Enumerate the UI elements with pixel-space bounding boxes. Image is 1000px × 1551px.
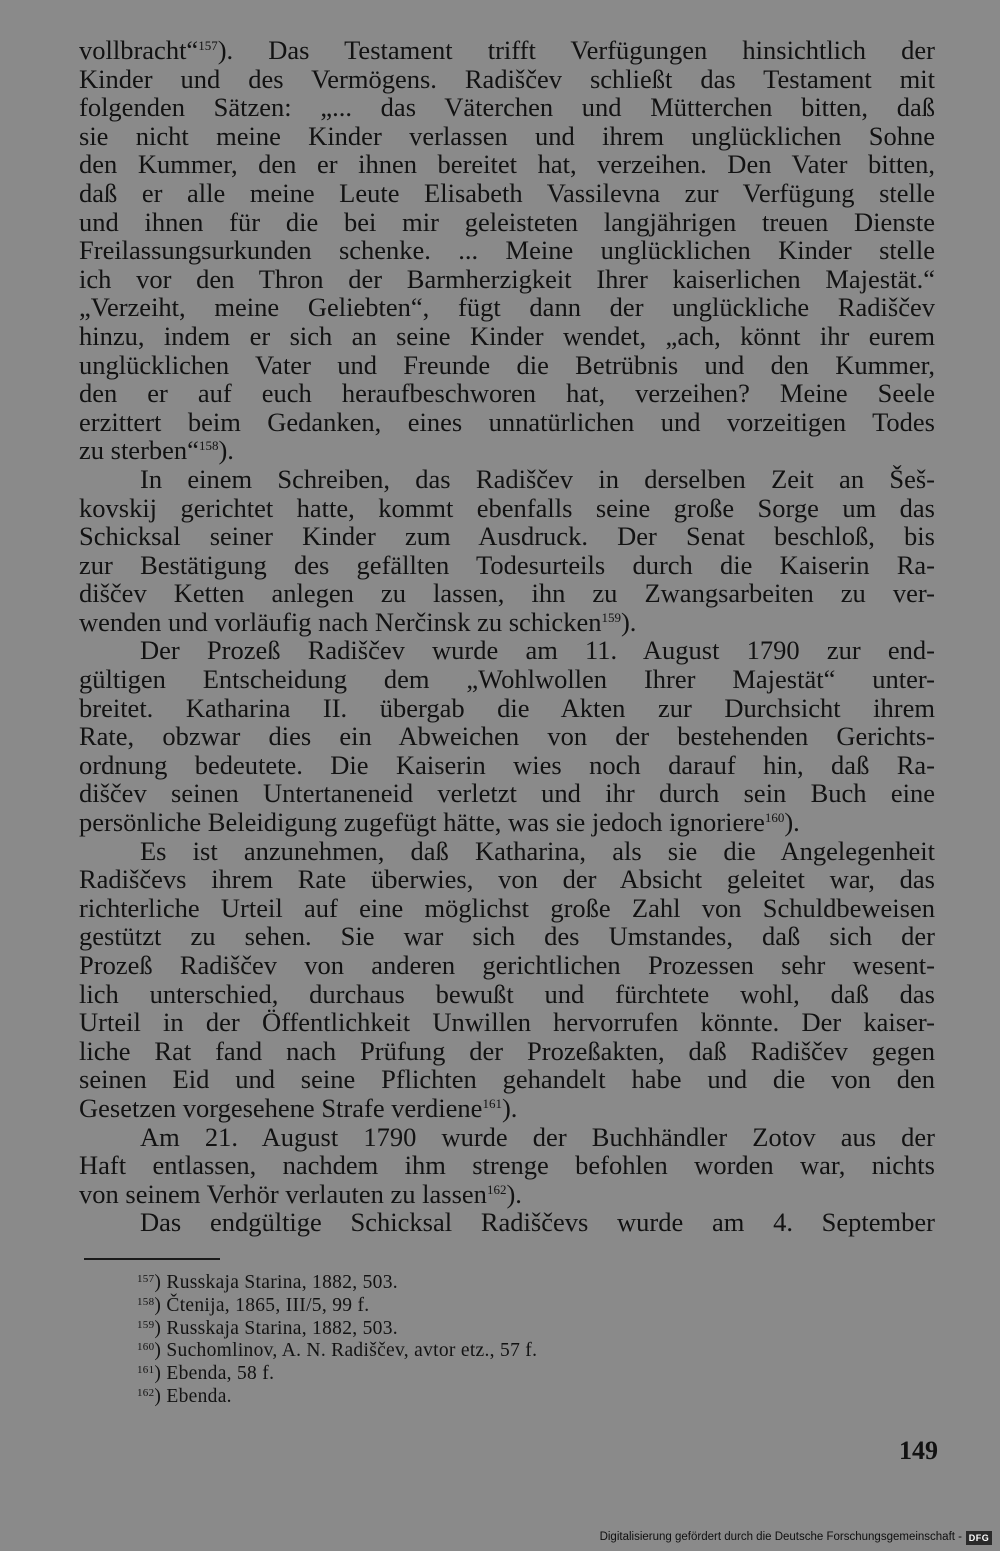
paragraph-start: Der Prozeß Radiščev wurde am 11. August 1790 zur end- xyxy=(140,635,935,666)
text-line: erzittert beim Gedanken, eines unnatürlichen und vorzeitigen Todes xyxy=(79,406,935,437)
dfg-logo: DFG xyxy=(966,1531,992,1545)
footnote-number: 160 xyxy=(137,1341,155,1354)
text-line: „Verzeiht, meine Geliebten“, fügt dann der unglückliche Radiščev xyxy=(79,292,935,323)
footnote-reference: 157 xyxy=(198,38,218,53)
footnote-reference: 161 xyxy=(482,1095,502,1111)
body-text xyxy=(79,36,935,1237)
footnotes xyxy=(137,1272,777,1409)
text-line: Urteil in der Öffentlichkeit Unwillen hervorrufen könnte. Der kaiser- xyxy=(79,1007,935,1038)
footnote-reference: 162 xyxy=(486,1181,507,1197)
paragraph-start: Am 21. August 1790 wurde der Buchhändler Zotov aus der xyxy=(140,1121,935,1152)
text-line: Gesetzen vorgesehene Strafe verdiene$^{161}$). xyxy=(79,1092,518,1123)
text-line: Freilassungsurkunden schenke. ... Meine unglücklichen Kinder stelle xyxy=(79,235,935,266)
text-line: Radiščevs ihrem Rate überwies, von der Absicht geleitet war, das xyxy=(79,864,935,895)
footnote: $^{157}$) Russkaja Starina, 1882, 503. xyxy=(137,1272,398,1293)
text-line: sie nicht meine Kinder verlassen und ihrem unglücklichen Sohne xyxy=(79,120,935,151)
text-line: Schicksal seiner Kinder zum Ausdruck. Der Senat beschloß, bis xyxy=(79,521,935,552)
footnote-number: 162 xyxy=(137,1386,155,1399)
paragraph-start: Das endgültige Schicksal Radiščevs wurde am 4. September xyxy=(140,1207,935,1238)
footnote-separator xyxy=(84,1258,220,1260)
text-line: Kinder und des Vermögens. Radiščev schließt das Testament mit xyxy=(79,63,935,94)
text-line: lich unterschied, durchaus bewußt und fürchtete wohl, daß das xyxy=(79,978,935,1009)
footnote: $^{161}$) Ebenda, 58 f. xyxy=(137,1363,275,1385)
text-line: zu sterben“$^{158}$). xyxy=(79,435,234,466)
text-line: vollbracht“$^{157}$). Das Testament trifft Verfügungen hinsichtlich der xyxy=(79,35,935,65)
text-line: gestützt zu sehen. Sie war sich des Umstandes, daß sich der xyxy=(79,921,935,952)
text-line: folgenden Sätzen: „... das Väterchen und Mütterchen bitten, daß xyxy=(79,92,935,123)
text-line: und ihnen für die bei mir geleisteten langjährigen treuen Dienste xyxy=(79,206,935,237)
text-line: liche Rat fand nach Prüfung der Prozeßakten, daß Radiščev gegen xyxy=(79,1035,935,1066)
footnote-reference: 160 xyxy=(764,810,785,826)
footnote: $^{159}$) Russkaja Starina, 1882, 503. xyxy=(137,1317,398,1339)
footnote-number: 157 xyxy=(137,1273,155,1285)
text-line: Rate, obzwar dies ein Abweichen von der bestehenden Gerichts- xyxy=(79,721,935,752)
text-line: Haft entlassen, nachdem ihm strenge befohlen worden war, nichts xyxy=(79,1150,935,1181)
paragraph-start: In einem Schreiben, das Radiščev in derselben Zeit an Šeš- xyxy=(140,463,935,494)
text-line: daß er alle meine Leute Elisabeth Vassilevna zur Verfügung stelle xyxy=(79,177,935,208)
page-number: 149 xyxy=(899,1436,938,1465)
footnote-reference: 158 xyxy=(198,438,219,454)
text-line: den Kummer, den er ihnen bereitet hat, verzeihen. Den Vater bitten, xyxy=(79,149,935,180)
text-line: persönliche Beleidigung zugefügt hätte, was sie jedoch ignoriere$^{160}$). xyxy=(79,807,800,838)
text-line: zur Bestätigung des gefällten Todesurteils durch die Kaiserin Ra- xyxy=(79,549,935,580)
footnote-number: 158 xyxy=(137,1295,155,1308)
footnote: $^{160}$) Suchomlinov, A. N. Radiščev, avtor etz., 57 f. xyxy=(137,1340,538,1362)
text-line: kovskij gerichtet hatte, kommt ebenfalls seine große Sorge um das xyxy=(79,492,935,523)
text-line: wenden und vorläufig nach Nerčinsk zu schicken$^{159}$). xyxy=(79,606,637,637)
text-line: ordnung bedeutete. Die Kaiserin wies noch darauf hin, daß Ra- xyxy=(79,749,935,780)
footnote: $^{158}$) Čtenija, 1865, III/5, 99 f. xyxy=(137,1294,370,1316)
paragraph-start: Es ist anzunehmen, daß Katharina, als sie die Angelegenheit xyxy=(140,835,935,866)
text-line: hinzu, indem er sich an seine Kinder wendet, „ach, könnt ihr eurem xyxy=(79,320,935,351)
text-line: Prozeß Radiščev von anderen gerichtlichen Prozessen sehr wesent- xyxy=(79,950,935,980)
text-line: diščev seinen Untertaneneid verletzt und ihr durch sein Buch eine xyxy=(79,778,935,809)
footnote-number: 161 xyxy=(137,1364,155,1377)
text-line: von seinem Verhör verlauten zu lassen$^{162}$). xyxy=(79,1178,522,1209)
text-line: gültigen Entscheidung dem „Wohlwollen Ihrer Majestät“ unter- xyxy=(79,664,935,695)
footnote: $^{162}$) Ebenda. xyxy=(137,1385,232,1407)
footnote-reference: 159 xyxy=(601,609,621,625)
text-line: diščev Ketten anlegen zu lassen, ihn zu Zwangsarbeiten zu ver- xyxy=(79,578,935,609)
digitization-credit: Digitalisierung gefördert durch die Deutsche Forschungsgemeinschaft - xyxy=(599,1531,962,1543)
text-line: den er auf euch heraufbeschworen hat, verzeihen? Meine Seele xyxy=(79,378,935,409)
text-line: unglücklichen Vater und Freunde die Betrübnis und den Kummer, xyxy=(79,349,935,380)
text-line: ich vor den Thron der Barmherzigkeit Ihrer kaiserlichen Majestät.“ xyxy=(79,263,935,294)
footnote-number: 159 xyxy=(137,1318,155,1331)
text-line: richterliche Urteil auf eine möglichst große Zahl von Schuldbeweisen xyxy=(79,892,935,923)
text-line: seinen Eid und seine Pflichten gehandelt habe und die von den xyxy=(79,1064,935,1095)
text-line: breitet. Katharina II. übergab die Akten zur Durchsicht ihrem xyxy=(79,692,935,723)
